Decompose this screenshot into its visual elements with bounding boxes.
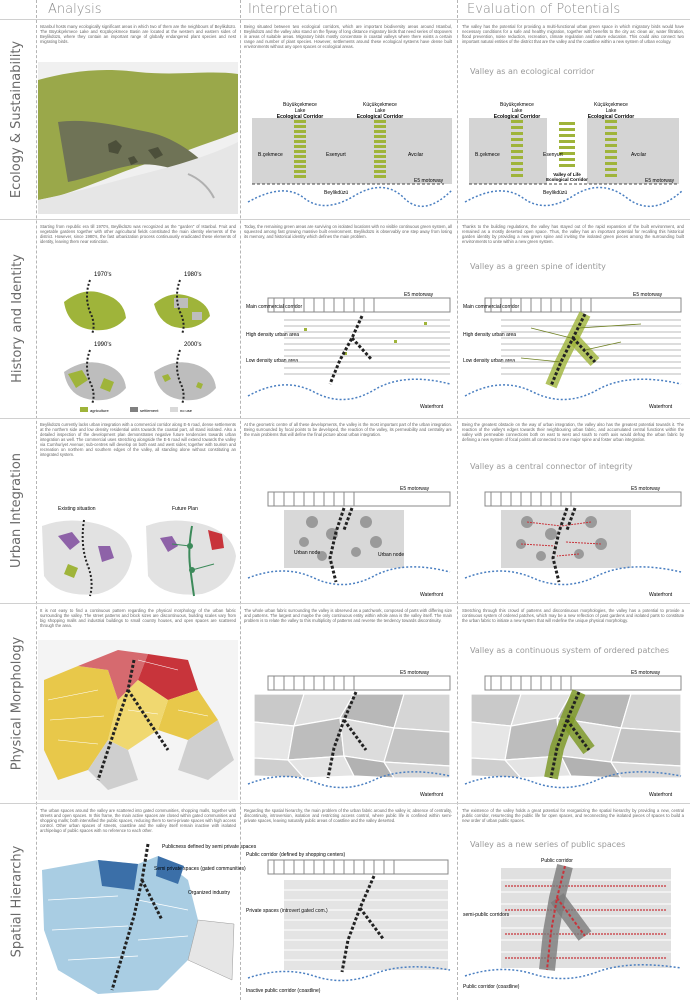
svg-text:B.çekmece: B.çekmece [258, 152, 283, 158]
map-1970 [64, 272, 126, 334]
map-existing [42, 520, 132, 596]
map-1980 [154, 272, 210, 334]
svg-text:Büyükçekmece: Büyükçekmece [283, 102, 317, 108]
ordered-patches-diagram [461, 666, 686, 800]
svg-text:Valley of Life: Valley of Life [553, 172, 581, 177]
svg-text:Urban node: Urban node [294, 550, 321, 556]
svg-text:Publicness defined by semi pri: Publicness defined by semi private spaces [162, 844, 257, 850]
svg-text:1980's: 1980's [184, 272, 202, 278]
svg-text:Ecological Corridor: Ecological Corridor [356, 114, 404, 120]
evaluation-title: Valley as a green spine of identity [470, 262, 606, 271]
svg-text:Waterfront: Waterfront [649, 792, 673, 798]
svg-text:1970's: 1970's [94, 272, 112, 278]
svg-text:Waterfront: Waterfront [649, 404, 673, 410]
evaluation-text: The valley has the potential for providing a multi-functional urban green space in which migratory birds would have necessary conditions for a safe and healthy migration, together with benefits to the city as: clean air, water filtration, flood prevention, noise reduction, recreation, climate regulation and nature education. This could also connect two important natural entities of the district that are the valley and the coastline within a new system of urban ecology. [462, 24, 684, 44]
row-divider [0, 803, 690, 804]
svg-text:Küçükçekmece: Küçükçekmece [363, 102, 397, 108]
svg-text:Waterfront: Waterfront [649, 592, 673, 598]
svg-text:Waterfront: Waterfront [420, 404, 444, 410]
column-divider [240, 0, 241, 1000]
integration-maps [38, 504, 238, 600]
svg-text:Public corridor: Public corridor [541, 858, 573, 864]
svg-text:Semi private spaces (gated com: Semi private spaces (gated communities) [154, 866, 246, 872]
central-connector-diagram [461, 482, 686, 600]
interpretation-text: The whole urban fabric surrounding the valley is observed as a patchwork, composed of parts with differing size and patterns. The largest and maybe the only continuous entity within whole area is the valley itself. The main problem is to relate the valley to this multiplicity of patterns and reverse the tendency towards discontinuity. [244, 608, 452, 623]
svg-text:Esenyurt: Esenyurt [543, 152, 563, 158]
svg-text:E5 motorway: E5 motorway [400, 486, 430, 492]
svg-text:Private spaces (introvert gate: Private spaces (introvert gated com.) [246, 908, 328, 914]
green-spine-potential-diagram [461, 288, 686, 414]
svg-text:E5 motorway: E5 motorway [414, 178, 444, 184]
svg-text:Küçükçekmece: Küçükçekmece [594, 102, 628, 108]
valley-of-life-diagram [461, 102, 686, 214]
svg-text:Public corridor (coastline): Public corridor (coastline) [463, 984, 520, 990]
svg-text:Main commercial corridor: Main commercial corridor [246, 304, 303, 310]
analysis-text: Istanbul hosts many ecologically significant areas in which two of them are the neighbours of Beylikdüzü. The Büyükçekmece Lake and Küçükçekmece Basin are located at the western and eastern sides of Beylikdüzü, where they contain an important range of globally endangered plant species and nest migrating birds. [40, 24, 236, 44]
analysis-text: It is not easy to find a continuous pattern regarding the physical morphology of the urban fabric surrounding the valley. The street patterns and block sizes are discontinuous, building scales vary from big shopping malls and industrial buildings to small country houses, and open spaces are scattered through the area. [40, 608, 236, 628]
svg-text:Ecological Corridor: Ecological Corridor [546, 177, 588, 182]
evaluation-text: The existence of the valley holds a great potential for reorganizing the spatial hierarchy by providing a new, central public corridor, resurrecting the public life for open spaces, and reconnecting the isolated pieces of spaces to build a new order of urban public spaces. [462, 808, 684, 823]
svg-text:agriculture: agriculture [90, 408, 109, 413]
row-divider [0, 603, 690, 604]
analysis-text: Starting from republic era till 1970's, Beylikdüzü was recognized as the "garden" of Istanbul. Fruit and vegetable gardens together with other agricultural fields constituted the main identity elements of the district. However, since 1980's, the fast urbanization process continuously eradicated these elements of identity, leaving them near extinction. [40, 224, 236, 244]
svg-text:E5 motorway: E5 motorway [631, 486, 661, 492]
svg-text:B.çekmece: B.çekmece [475, 152, 500, 158]
svg-text:1990's: 1990's [94, 342, 112, 348]
interpretation-text: Being situated between two ecological corridors, which are important biodiversity areas around Istanbul, Beylikdüzü and the valley also stand on the flyway of long distance migratory birds that need series of stopovers in areas of suitable areas. Migratory birds mostly concentrate in coastal valleys where there exists a certain range and number of plant species. However, settlements around these ecological systems have dense built environments without any open spaces or ecological areas. [244, 24, 452, 49]
spatial-problem-diagram [244, 852, 454, 998]
evaluation-title: Valley as a new series of public spaces [470, 840, 626, 849]
row-label: Ecology & Sustainability [9, 40, 25, 198]
row-divider [0, 418, 690, 419]
svg-text:High density urban area: High density urban area [246, 332, 300, 338]
morphology-map [38, 640, 238, 800]
svg-text:Lake: Lake [605, 108, 617, 114]
svg-text:Main commercial corridor: Main commercial corridor [463, 304, 520, 310]
svg-text:Büyükçekmece: Büyükçekmece [500, 102, 534, 108]
svg-text:semi-public corridors: semi-public corridors [463, 912, 510, 918]
row-label: Spatial Hierarchy [9, 845, 25, 958]
svg-text:Beylikdüzü: Beylikdüzü [543, 190, 568, 196]
svg-text:Lake: Lake [511, 108, 523, 114]
svg-text:no use: no use [180, 408, 193, 413]
historical-maps [40, 262, 236, 414]
svg-text:Lake: Lake [374, 108, 386, 114]
svg-text:Low density urban area: Low density urban area [463, 358, 515, 364]
header-analysis: Analysis [48, 2, 102, 17]
row-divider [0, 219, 690, 220]
svg-text:High density urban area: High density urban area [463, 332, 517, 338]
svg-text:Existing situation: Existing situation [58, 506, 96, 512]
evaluation-text: Being the greatest obstacle on the way of urban integration, the valley also has the greatest potential towards it. The reaction of the valley's edges towards their neighbouring urban fabric, and accumulated central functions within the valley with permeable connections both on east to west and south to north axis would defrag the urban fabric by defining a new system of focal points all connected to one major spine and foster urban integration. [462, 422, 684, 442]
evaluation-title: Valley as a central connector of integrity [470, 462, 633, 471]
column-divider [457, 0, 458, 1000]
svg-text:E5 motorway: E5 motorway [645, 178, 675, 184]
svg-text:settlement: settlement [140, 408, 159, 413]
row-label: Urban Integration [9, 452, 25, 569]
svg-text:Low density urban area: Low density urban area [246, 358, 298, 364]
patchwork-diagram [244, 666, 454, 800]
svg-text:Ecological Corridor: Ecological Corridor [493, 114, 541, 120]
svg-text:Ecological Corridor: Ecological Corridor [276, 114, 324, 120]
row-label: History and Identity [9, 254, 25, 383]
interpretation-text: At the geometric centre of all these developments, the valley is the most important part of the urban integration. Being surrounded by focal points to be developed, the reaction of the valley, its permeability and centrality are the main problems that will define the final picture about urban integration. [244, 422, 452, 437]
svg-text:Waterfront: Waterfront [420, 592, 444, 598]
header-interpretation: Interpretation [248, 2, 338, 17]
svg-text:Inactive public corridor (coas: Inactive public corridor (coastline) [246, 988, 321, 994]
analysis-text: The urban spaces around the valley are scattered into gated communities, shopping malls, together with streets and open spaces. In this frame, the main active spaces are closed within gated communities and shopping malls; both intensified the public spaces, reducing them to semi-private spaces with high access control. Other urban spaces of streets, coastline and the valley itself remain inactive with isolated archipelago of public spaces with no reference to each other. [40, 808, 236, 833]
row-label: Physical Morphology [9, 636, 25, 770]
svg-text:Esenyurt: Esenyurt [326, 152, 346, 158]
evaluation-title: Valley as an ecological corridor [470, 67, 595, 76]
svg-text:E5 motorway: E5 motorway [404, 292, 434, 298]
svg-text:Public corridor (defined by sh: Public corridor (defined by shopping centers) [246, 852, 346, 858]
evaluation-text: Stretching through this crowd of patterns and discontinuous morphologies, the valley has a potential to provide a continuous system of ordered patches, which may be a new reflection of past gardens and isolated parts to constitute the urban fabric to initiate a new system that will redefine the unique physical morphology. [462, 608, 684, 623]
interpretation-text: Today, the remaining green areas are surviving on isolated locations with no visible continuous green system, all squeezed among fast growing massive built environment. Beylikdüzü is observably one step away from losing its memory, and historical identity which defines the main problem. [244, 224, 452, 239]
urban-nodes-diagram [244, 482, 454, 600]
svg-text:Beylikdüzü: Beylikdüzü [324, 190, 349, 196]
evaluation-title: Valley as a continuous system of ordered patches [470, 646, 670, 655]
svg-text:Avcılar: Avcılar [408, 152, 424, 158]
spatial-hierarchy-map [38, 840, 257, 998]
analysis-text: Beylikdüzü currently lacks urban integration with a commercial corridor along E-5 road, dense settlements at the northern side and low density residential units towards the coastal part, all stand isolated. Also a detailed inspection of the development plan demonstrates negative future tendencies towards urban integration as well. The commercial uses stretching alongside the E-5 road will extend towards the valley via Cumhuriyet Avenue; sub-centres will develop on both east and west sides; together with tourism and recreation on northern and southern edges of the valley, all standing alone without constituting an integrated system. [40, 422, 236, 457]
svg-text:Urban node: Urban node [378, 552, 405, 558]
svg-text:E5 motorway: E5 motorway [631, 670, 661, 676]
green-spine-problem-diagram [244, 288, 454, 414]
interpretation-text: Regarding the spatial hierarchy, the main problem of the urban fabric around the valley is; absence of centrality, discontinuity, introversion, isolation and restricting access control, where public life is confined within semi-private spaces, leaving naturally public areas of coastline and the valley deserted. [244, 808, 452, 823]
ecological-corridor-diagram [244, 102, 454, 214]
svg-text:Avcılar: Avcılar [631, 152, 647, 158]
svg-text:Waterfront: Waterfront [420, 792, 444, 798]
map-2000 [154, 342, 216, 404]
column-divider [36, 0, 37, 1000]
svg-text:2000's: 2000's [184, 342, 202, 348]
map-1990 [64, 342, 126, 404]
svg-text:Ecological Corridor: Ecological Corridor [587, 114, 635, 120]
istanbul-map [38, 62, 238, 214]
public-spaces-diagram [461, 858, 686, 998]
row-divider [0, 19, 690, 20]
header-evaluation: Evaluation of Potentials [467, 2, 621, 17]
svg-text:E5 motorway: E5 motorway [633, 292, 663, 298]
svg-text:E5 motorway: E5 motorway [400, 670, 430, 676]
evaluation-text: Thanks to the building regulations, the valley has stayed out of the rapid expansion of the built environment, and remained as a mostly deserted open space. Thus, the valley has an important potential for recalling this historical garden identity by providing a new green spine and inviting the isolated green pieces among the surrounding built environments to unite within a new green system. [462, 224, 684, 244]
svg-text:Future Plan: Future Plan [172, 506, 198, 512]
svg-text:Organized industry: Organized industry [188, 890, 230, 896]
map-future [146, 520, 236, 596]
svg-text:Lake: Lake [294, 108, 306, 114]
